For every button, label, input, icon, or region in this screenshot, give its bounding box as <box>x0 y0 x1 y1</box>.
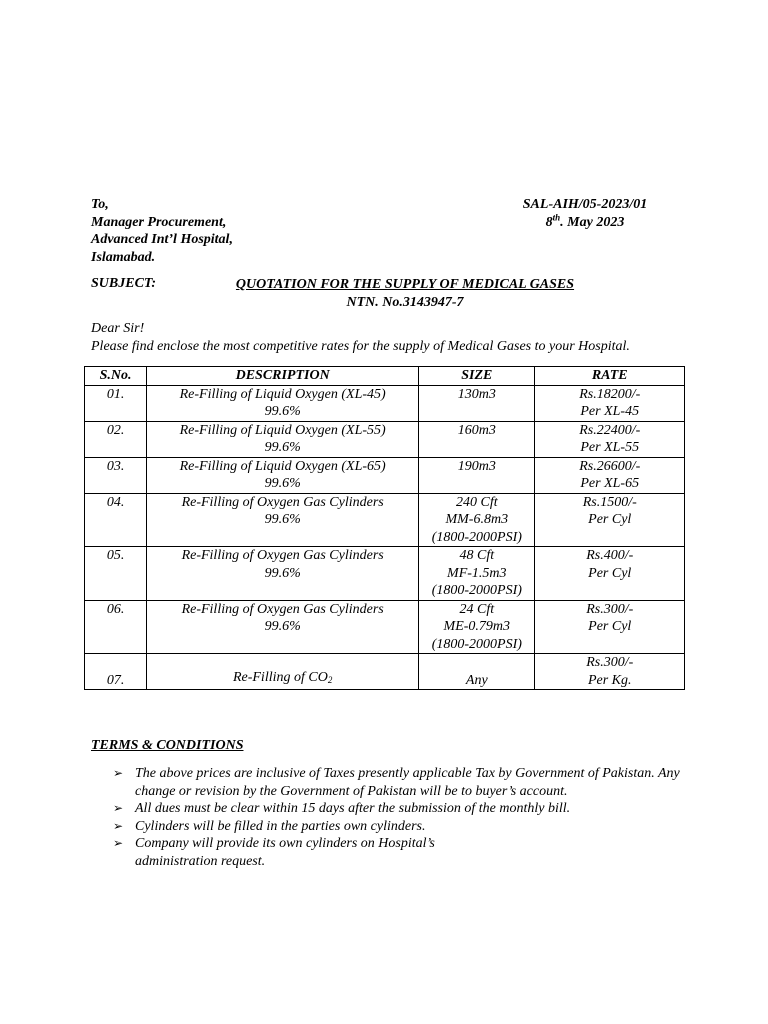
description-line: Re-Filling of Oxygen Gas Cylinders <box>181 494 384 510</box>
rate-unit: Per Cyl <box>588 512 632 527</box>
cell-rate <box>535 421 685 457</box>
size-line: 160m3 <box>457 422 496 438</box>
purity: 99.6% <box>264 619 301 634</box>
date-day-suffix: th <box>552 211 561 222</box>
rate-unit: Per Kg. <box>587 672 632 688</box>
table-row <box>85 493 685 547</box>
purity: 99.6% <box>264 565 301 581</box>
header-rate: RATE <box>535 367 685 386</box>
purity: 99.6% <box>264 476 301 491</box>
size-code: MM-6.8m3 <box>445 512 509 527</box>
arrow-bullet-icon: ➢ <box>113 801 124 815</box>
description-line: Re-Filling of Oxygen Gas Cylinders <box>181 548 384 563</box>
size-pressure: (1800-2000PSI) <box>431 529 522 545</box>
subject-block <box>200 276 610 311</box>
cell-rate <box>535 654 685 690</box>
subject-label: SUBJECT: <box>91 276 157 291</box>
term-text: The above prices are inclusive of Taxes presently applicable Tax by Government of Pakistan. Any change or revision by the Government of Pakistan will be to buyer’s account. <box>135 766 680 799</box>
cell-rate <box>535 385 685 421</box>
description-line: Re-Filling of Liquid Oxygen (XL-45) <box>179 386 386 402</box>
arrow-bullet-icon: ➢ <box>113 836 124 850</box>
table-row <box>85 457 685 493</box>
address-line-2: Advanced Int’l Hospital, <box>91 232 233 247</box>
rate-amount: Rs.300/- <box>586 601 634 617</box>
cell-sno: 06. <box>85 600 147 654</box>
arrow-bullet-icon: ➢ <box>113 766 124 780</box>
table-row <box>85 654 685 690</box>
address-line-3: Islamabad. <box>91 249 156 265</box>
table-row <box>85 547 685 601</box>
rate-amount: Rs.22400/- <box>579 422 641 438</box>
description-line: Re-Filling of Oxygen Gas Cylinders <box>181 601 384 617</box>
term-text: Cylinders will be filled in the parties own cylinders. <box>135 818 426 834</box>
subject-title: QUOTATION FOR THE SUPPLY OF MEDICAL GASES <box>235 277 575 292</box>
cell-size <box>419 385 535 421</box>
cell-sno: 02. <box>85 421 147 457</box>
cell-sno: 05. <box>85 547 147 601</box>
rates-table <box>84 366 685 690</box>
size-code: ME-0.79m3 <box>443 619 511 634</box>
ntn-number: NTN. No.3143947-7 <box>346 294 464 310</box>
term-text: Company will provide its own cylinders on Hospital’s administration request. <box>135 836 435 869</box>
list-item <box>113 765 688 800</box>
rate-amount: Rs.400/- <box>586 548 634 563</box>
size-code: MF-1.5m3 <box>447 565 507 581</box>
terms-title: TERMS & CONDITIONS <box>91 738 244 753</box>
terms-list <box>113 765 688 870</box>
rate-unit: Per XL-55 <box>580 440 640 455</box>
rate-unit: Per XL-45 <box>580 404 640 419</box>
cell-rate <box>535 493 685 547</box>
cell-description <box>147 457 419 493</box>
rate-amount: Rs.18200/- <box>579 386 641 402</box>
reference-number: SAL-AIH/05-2023/01 <box>522 197 648 212</box>
table-header-row <box>85 367 685 386</box>
purity: 99.6% <box>264 440 301 455</box>
cell-size <box>419 600 535 654</box>
list-item <box>113 800 688 818</box>
size-line: 24 Cft <box>459 601 495 617</box>
intro-text: Please find enclose the most competitive rates for the supply of Medical Gases to your Hospital. <box>91 338 630 354</box>
recipient-address <box>91 196 233 266</box>
cell-size <box>419 493 535 547</box>
cell-rate <box>535 600 685 654</box>
size-line: 130m3 <box>457 386 496 402</box>
cell-size <box>419 547 535 601</box>
size-line: 190m3 <box>457 458 496 474</box>
header-sno: S.No. <box>85 367 147 386</box>
cell-description <box>147 493 419 547</box>
address-line-1: Manager Procurement, <box>91 214 227 230</box>
greeting: Dear Sir! <box>91 321 145 336</box>
rate-unit: Per Cyl <box>588 619 632 634</box>
description-line: Re-Filling of Liquid Oxygen (XL-55) <box>179 422 386 438</box>
header-size: SIZE <box>419 367 535 386</box>
purity: 99.6% <box>264 512 301 527</box>
description-line: Re-Filling of CO <box>232 669 328 685</box>
date-month-year: . May 2023 <box>560 214 625 230</box>
cell-size <box>419 654 535 690</box>
cell-size <box>419 457 535 493</box>
reference-block <box>500 196 670 231</box>
cell-description <box>147 385 419 421</box>
description-line: Re-Filling of Liquid Oxygen (XL-65) <box>179 458 386 474</box>
arrow-bullet-icon: ➢ <box>113 818 124 833</box>
rate-amount: Rs.300/- <box>586 655 634 670</box>
salutation <box>91 320 630 355</box>
table-row <box>85 600 685 654</box>
term-text: All dues must be clear within 15 days after the submission of the monthly bill. <box>135 801 571 816</box>
header-description: DESCRIPTION <box>147 367 419 386</box>
date-day: 8 <box>545 214 553 230</box>
list-item <box>113 818 688 836</box>
co2-subscript: 2 <box>327 674 333 685</box>
rate-amount: Rs.1500/- <box>582 494 637 510</box>
letter-date <box>500 211 670 232</box>
cell-sno: 07. <box>85 654 147 690</box>
list-item <box>113 835 520 870</box>
size-line: 240 Cft <box>455 494 498 510</box>
cell-rate <box>535 457 685 493</box>
cell-description <box>147 654 419 690</box>
rate-unit: Per XL-65 <box>580 476 640 491</box>
size-pressure: (1800-2000PSI) <box>431 636 522 652</box>
cell-sno: 04. <box>85 493 147 547</box>
size-line: Any <box>465 672 488 688</box>
table-row <box>85 385 685 421</box>
cell-sno: 03. <box>85 457 147 493</box>
size-line: 48 Cft <box>459 548 495 563</box>
table-row <box>85 421 685 457</box>
cell-description <box>147 421 419 457</box>
cell-rate <box>535 547 685 601</box>
rate-amount: Rs.26600/- <box>579 458 641 474</box>
size-pressure: (1800-2000PSI) <box>431 583 522 598</box>
address-to: To, <box>91 197 109 212</box>
purity: 99.6% <box>264 404 301 419</box>
cell-description <box>147 547 419 601</box>
cell-sno: 01. <box>85 385 147 421</box>
rate-unit: Per Cyl <box>588 565 632 581</box>
cell-description <box>147 600 419 654</box>
cell-size <box>419 421 535 457</box>
